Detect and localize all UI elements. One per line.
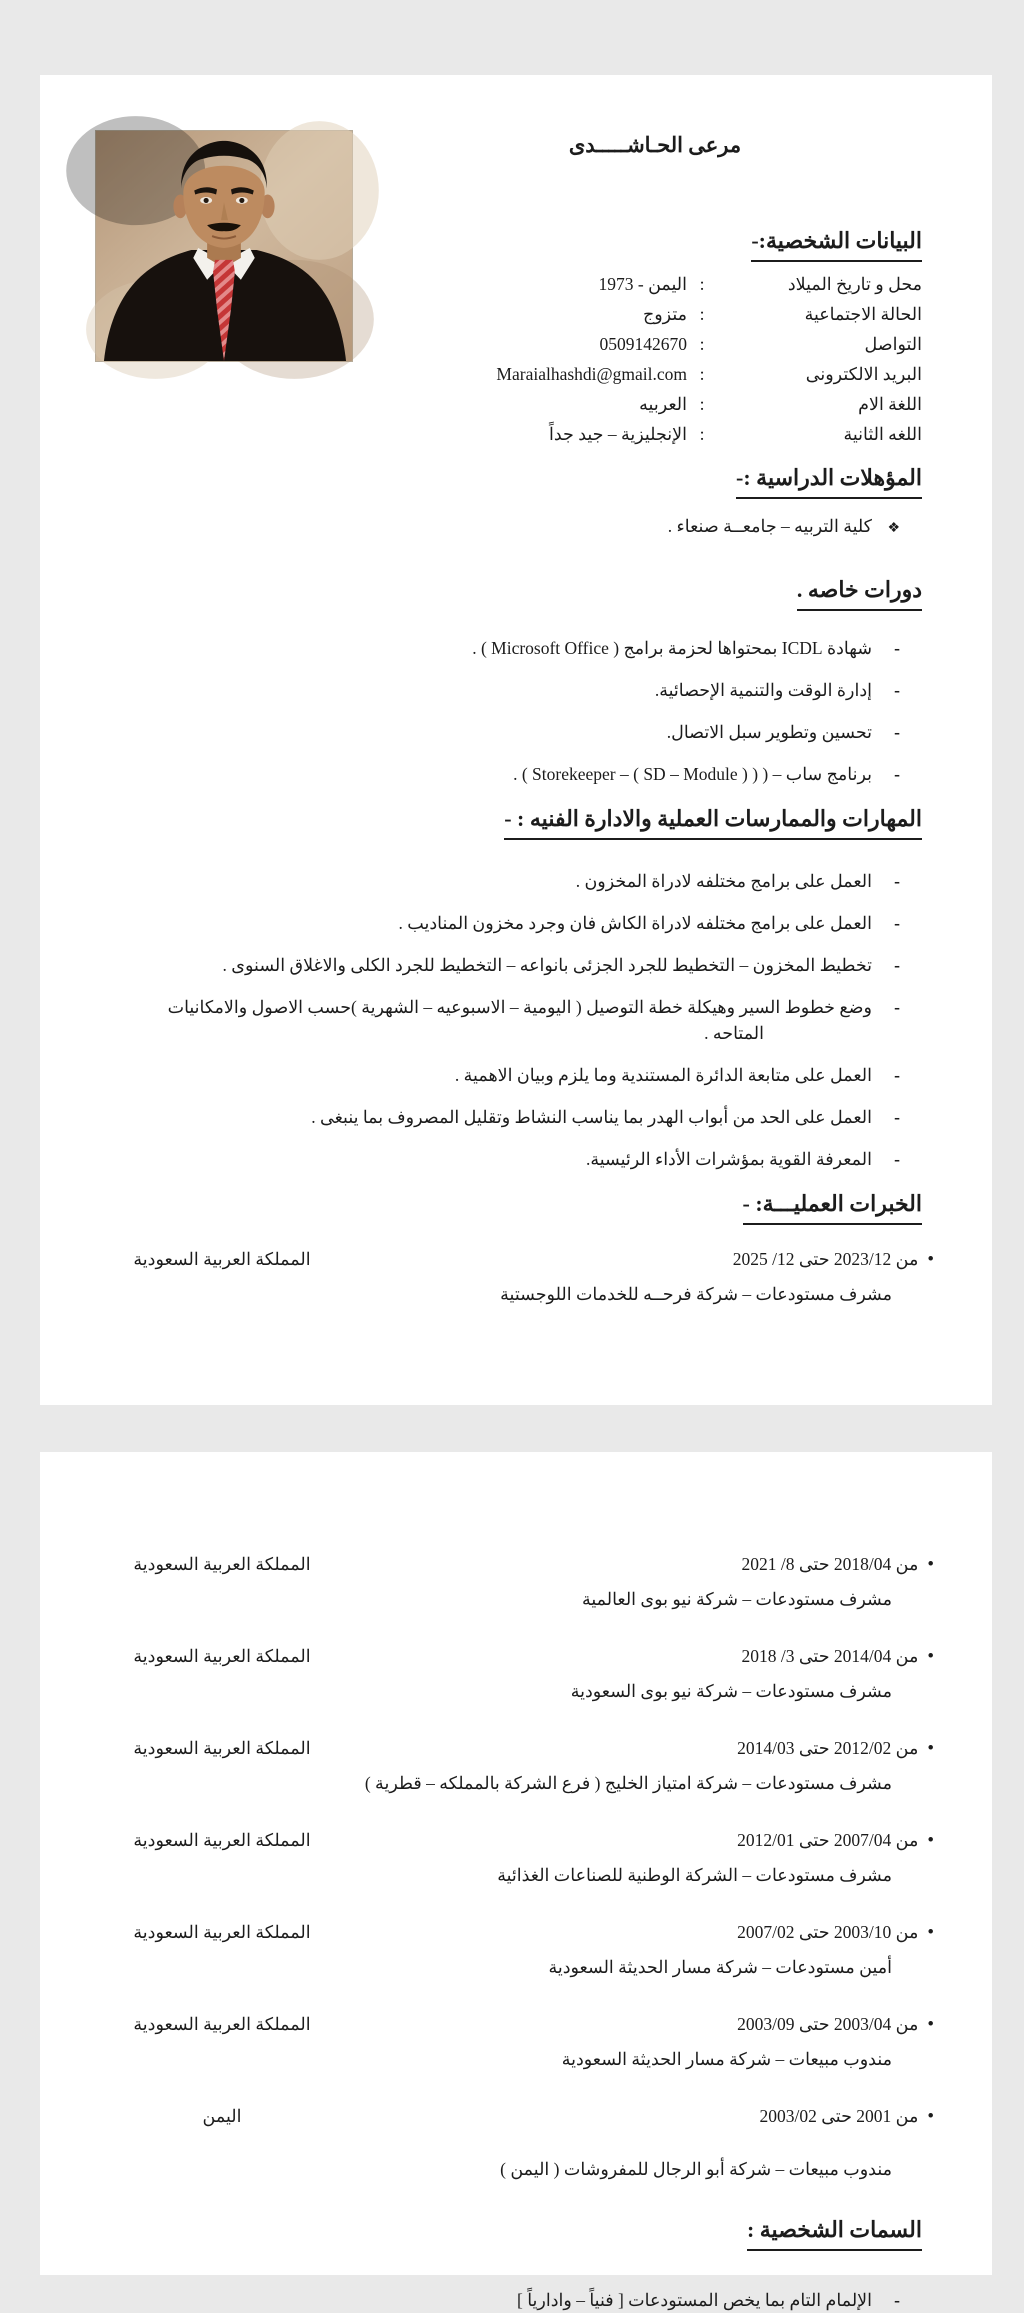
section-experience-title: الخبرات العمليـــة: - <box>743 1188 922 1225</box>
experience-location: المملكة العربية السعودية <box>133 1738 311 1758</box>
experience-period-text: من 2007/04 حتى 2012/01 <box>737 1830 919 1850</box>
diamond-icon: ❖ <box>887 521 900 536</box>
experience-period-text: من 2003/10 حتى 2007/02 <box>737 1922 919 1942</box>
bullet-icon: • <box>927 1249 934 1270</box>
section-education-title: المؤهلات الدراسية :- <box>736 462 922 499</box>
experience-entry-header <box>40 1247 992 1272</box>
field-value: 0509142670 <box>599 334 687 354</box>
experience-role: مشرف مستودعات – شركة امتياز الخليج ( فرع الشركة بالمملكه – قطرية ) <box>364 1773 892 1793</box>
experience-entry-header <box>40 2012 992 2037</box>
profile-photo-graphic <box>96 131 352 361</box>
experience-period <box>737 1736 934 1761</box>
experience-location: المملكة العربية السعودية <box>133 1646 311 1666</box>
trait-item-text: الإلمام التام بما يخص المستودعات [ فنياً – وادارياً ] <box>517 2290 872 2310</box>
skill-item <box>40 1146 992 1172</box>
skill-item-text: المعرفة القوية بمؤشرات الأداء الرئيسية. <box>585 1149 872 1169</box>
experience-entry <box>40 2104 992 2181</box>
course-item <box>40 719 992 745</box>
experience-period <box>737 1920 934 1945</box>
experience-period-text: من 2001 حتى 2003/02 <box>759 2106 919 2126</box>
trait-item <box>40 2287 992 2313</box>
field-colon: : <box>699 274 705 294</box>
field-label: اللغه الثانية <box>843 424 922 444</box>
section-traits <box>40 2214 992 2251</box>
course-item-text: برنامج ساب – ( ( Storekeeper – ( SD – Module ) ) . <box>513 764 872 784</box>
field-label: التواصل <box>864 334 922 354</box>
field-colon: : <box>699 304 705 324</box>
experience-role: مشرف مستودعات – شركة نيو بوى السعودية <box>570 1681 892 1701</box>
experience-entry <box>40 1828 992 1887</box>
course-item <box>40 677 992 703</box>
experience-entry <box>40 1247 992 1306</box>
skill-item <box>40 1104 992 1130</box>
bullet-icon: • <box>927 2014 934 2035</box>
courses-list <box>40 635 992 787</box>
skill-item-text: العمل على برامج مختلفه لادراة الكاش فان وجرد مخزون المناديب . <box>398 913 872 933</box>
course-item <box>40 761 992 787</box>
section-courses <box>40 574 992 611</box>
dash-icon: - <box>894 913 900 933</box>
skill-item-text: العمل على الحد من أبواب الهدر بما يناسب النشاط وتقليل المصروف بما ينبغى . <box>311 1107 872 1127</box>
skills-list <box>40 868 992 1172</box>
skill-item-text <box>168 994 872 1046</box>
section-personal-data-title: البيانات الشخصية:- <box>751 225 922 262</box>
experience-entry-header <box>40 2104 992 2129</box>
dash-icon: - <box>894 764 900 784</box>
bullet-icon: • <box>927 2106 934 2127</box>
experience-period <box>737 1828 934 1853</box>
dash-icon: - <box>894 722 900 742</box>
experience-role: مندوب مبيعات – شركة أبو الرجال للمفروشات ( اليمن ) <box>500 2159 892 2179</box>
experience-location: المملكة العربية السعودية <box>133 1249 311 1269</box>
experience-period <box>737 2012 934 2037</box>
cv-page-1 <box>40 75 992 1405</box>
experience-period-text: من 2014/04 حتى 3/ 2018 <box>741 1646 919 1666</box>
experience-entry-header <box>40 1552 992 1577</box>
experience-period <box>741 1552 934 1577</box>
field-colon: : <box>699 424 705 444</box>
field-value: الإنجليزية – جيد جداً <box>548 424 687 444</box>
experience-role: مشرف مستودعات – شركة نيو بوى العالمية <box>581 1589 892 1609</box>
personal-row-native-language <box>40 394 992 424</box>
field-label: البريد الالكترونى <box>805 364 922 384</box>
skill-item-text: العمل على متابعة الدائرة المستندية وما يلزم وبيان الاهمية . <box>454 1065 872 1085</box>
field-value: العربيه <box>639 394 687 414</box>
dash-icon: - <box>894 1107 900 1127</box>
experience-entry-header <box>40 1644 992 1669</box>
field-label: الحالة الاجتماعية <box>804 304 922 324</box>
experience-role: مشرف مستودعات – الشركة الوطنية للصناعات الغذائية <box>497 1865 892 1885</box>
experience-entry <box>40 1552 992 1611</box>
field-value: اليمن - 1973 <box>598 274 687 294</box>
skill-item-text: العمل على برامج مختلفه لادراة المخزون . <box>575 871 872 891</box>
candidate-name: مرعى الحـاشـــــدى <box>568 133 742 157</box>
experience-period-text: من 2003/04 حتى 2003/09 <box>737 2014 919 2034</box>
bullet-icon: • <box>927 1738 934 1759</box>
dash-icon: - <box>894 871 900 891</box>
education-item <box>40 513 992 542</box>
experience-entry <box>40 1920 992 1979</box>
section-education <box>40 462 992 499</box>
experience-entry-header <box>40 1828 992 1853</box>
experience-location: المملكة العربية السعودية <box>133 2014 311 2034</box>
experience-role: أمين مستودعات – شركة مسار الحديثة السعودية <box>548 1957 892 1977</box>
experience-role: مندوب مبيعات – شركة مسار الحديثة السعودية <box>561 2049 892 2069</box>
cv-page-2 <box>40 1452 992 2310</box>
experience-role: مشرف مستودعات – شركة فرحــه للخدمات اللوجستية <box>500 1284 892 1304</box>
dash-icon: - <box>894 1149 900 1169</box>
field-label: اللغة الام <box>858 394 922 414</box>
experience-location: اليمن <box>202 2106 242 2126</box>
dash-icon: - <box>894 997 900 1017</box>
experience-period <box>733 1247 934 1272</box>
field-label: محل و تاريخ الميلاد <box>787 274 922 294</box>
field-colon: : <box>699 364 705 384</box>
skill-item-line2: المتاحه . <box>704 1023 764 1043</box>
experience-period-text: من 2012/02 حتى 2014/03 <box>737 1738 919 1758</box>
bullet-icon: • <box>927 1922 934 1943</box>
dash-icon: - <box>894 955 900 975</box>
skill-item <box>40 952 992 978</box>
skill-item <box>40 1062 992 1088</box>
experience-period-text: من 2023/12 حتى 12/ 2025 <box>732 1249 919 1269</box>
dash-icon: - <box>894 2290 900 2310</box>
section-traits-title: السمات الشخصية : <box>747 2214 922 2251</box>
education-item-text: كلية التربيه – جامعــة صنعاء . <box>667 516 872 536</box>
dash-icon: - <box>894 680 900 700</box>
bullet-icon: • <box>927 1646 934 1667</box>
course-item-text: تحسين وتطوير سبل الاتصال. <box>666 722 872 742</box>
experience-location: المملكة العربية السعودية <box>133 1922 311 1942</box>
experience-entry <box>40 2012 992 2071</box>
course-item-text: شهادة ICDL بمحتواها لحزمة برامج ( Microsoft Office ) . <box>472 638 872 658</box>
experience-entry <box>40 1736 992 1795</box>
profile-photo <box>95 130 353 362</box>
bullet-icon: • <box>927 1554 934 1575</box>
experience-location: المملكة العربية السعودية <box>133 1554 311 1574</box>
skill-item-text: تخطيط المخزون – التخطيط للجرد الجزئى بانواعه – التخطيط للجرد الكلى والاغلاق السنوى . <box>222 955 872 975</box>
section-courses-title: دورات خاصه . <box>797 574 922 611</box>
field-value: متزوج <box>642 304 687 324</box>
skill-item-line1: وضع خطوط السير وهيكلة خطة التوصيل ( اليومية – الاسبوعيه – الشهرية )حسب الاصول والامكانيات <box>167 997 872 1017</box>
skill-item <box>40 910 992 936</box>
dash-icon: - <box>894 1065 900 1085</box>
experience-period-text: من 2018/04 حتى 8/ 2021 <box>741 1554 919 1574</box>
skill-item <box>40 868 992 894</box>
bullet-icon: • <box>927 1830 934 1851</box>
experience-entry-header <box>40 1736 992 1761</box>
experience-period <box>741 1644 934 1669</box>
personal-row-second-language <box>40 424 992 454</box>
experience-period <box>759 2104 934 2129</box>
field-value: Maraialhashdi@gmail.com <box>496 364 687 384</box>
course-item-text: إدارة الوقت والتنمية الإحصائية. <box>654 680 872 700</box>
section-skills <box>40 803 992 840</box>
experience-entry-header <box>40 1920 992 1945</box>
experience-location: المملكة العربية السعودية <box>133 1830 311 1850</box>
dash-icon: - <box>894 638 900 658</box>
experience-entry <box>40 1644 992 1703</box>
section-skills-title: المهارات والممارسات العملية والادارة الفنيه : - <box>504 803 922 840</box>
section-experience <box>40 1188 992 1225</box>
field-colon: : <box>699 334 705 354</box>
skill-item <box>40 994 992 1046</box>
field-colon: : <box>699 394 705 414</box>
course-item <box>40 635 992 661</box>
